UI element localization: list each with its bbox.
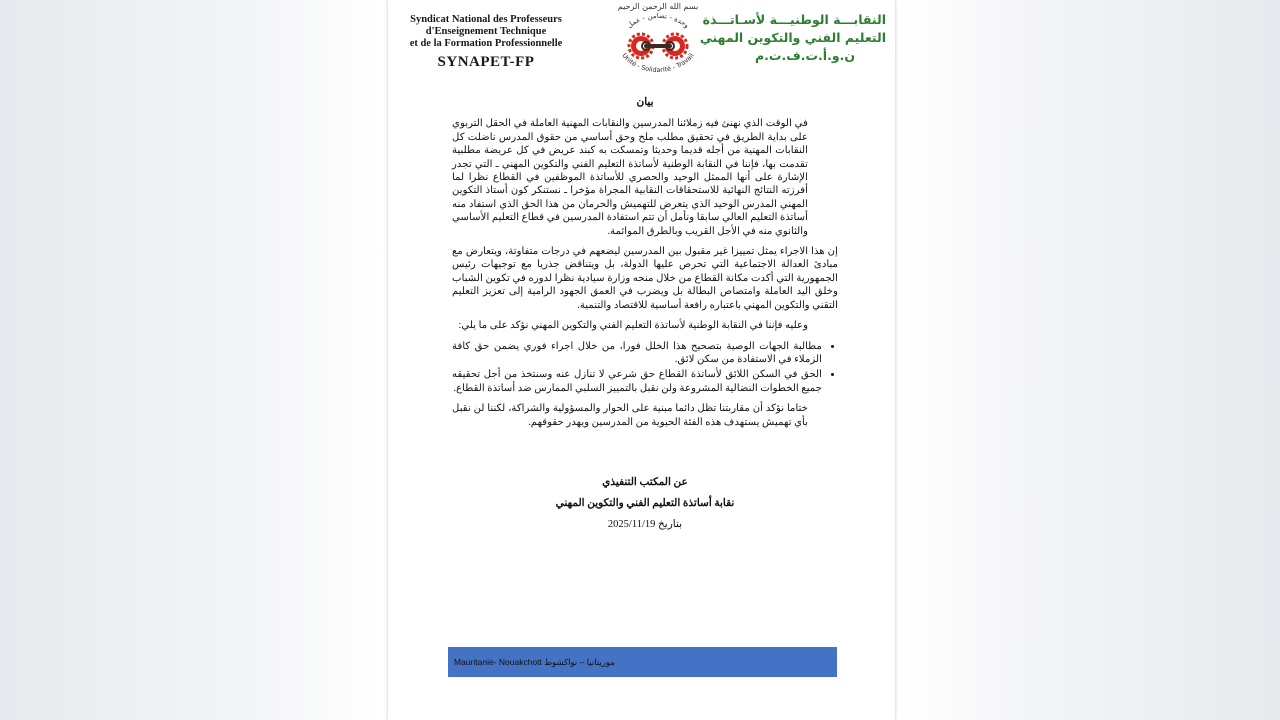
header-arabic bbox=[699, 11, 886, 65]
signature-union: نقابة أساتذة التعليم الفني والتكوين المهني bbox=[555, 498, 735, 509]
statement-title: بيان bbox=[636, 97, 654, 108]
header-fr-line-3: et de la Formation Professionnelle bbox=[409, 38, 563, 49]
statement-paragraph-2: إن هذا الاجراء يمثل تمييزا غير مقبول بين المدرسين ليضعهم في درجات متفاوتة، ويتعارض مع مبادئ العدالة الاجتماعية التي تحرص عليها الدولة، بل ويتناقض جذريا مع توجيهات رئيس الجمهورية التي أكدت مكانة القطاع من خلال منحه وزارة سيادية نظرا لدوره في تكوين الشباب وخلق اليد العاملة وامتصاص البطالة بل ويضرب في العمق الجهود الرامية إلى تعزيز التعليم التقني والتكوين المهني باعتباره رافعة أساسية للاقتصاد والتنمية. bbox=[452, 246, 838, 311]
header-fr-line-2: d'Enseignement Technique bbox=[425, 26, 547, 37]
logo-arc-top-text: وحدة - تضامن - عمل bbox=[625, 12, 691, 30]
logo-arc-bottom-text: Unité - Solidarité - Travail bbox=[620, 51, 696, 75]
statement-body bbox=[452, 96, 838, 436]
demand-item-2: • الحق في السكن اللائق لأساتذة القطاع حق شرعي لا تنازل عنه وسنتخذ من أجل تحقيقه جميع الخطوات النضالية المشروعة ولن نقبل بالتمييز السلبي الممارس ضد أساتذة القطاع. bbox=[452, 368, 822, 395]
header-ar-line-2: التعليم الفني والتكوين المهني bbox=[699, 30, 886, 45]
statement-paragraph-4: ختاما نؤكد أن مقاربتنا تظل دائما مبنية على الحوار والمسؤولية والشراكة، لكننا لن نقبل بأي تهميش يستهدف هذه الفئة الحيوية من المدرسين ويهدر حقوقهم. bbox=[452, 403, 808, 428]
statement-paragraph-1: في الوقت الذي نهنئ فيه زملائنا المدرسين والنقابات المهنية العاملة في الحقل التربوي على بداية الطريق في تحقيق مطلب ملح وحق أساسي من حقوق المدرس ناضلت كل النقابات المهنية من أجله قديما وحديثا وتمسكت به كبند عريض في كل عريضة مطلبية تقدمت بها، فإننا في النقابة الوطنية لأساتذة التعليم الفني والتكوين المهني ـ التي تجدر الإشارة على أنها الممثل الوحيد والحصري للأساتذة الموظفين في القطاع نظرا لما أفرزته النتائج النهائية للاستحقاقات النقابية المجراة مؤخرا ـ نستنكر كون أستاذ التكوين المهني المدرس الوحيد الذي يتعرض للتهميش والحرمان من هذا الحق الذي استفاد منه أساتذة التعليم العالي سابقا ونأمل أن تتم استفادة المدرسين في قطاع التعليم الأساسي والثانوي منه في الأجل القريب وبالطرق الموائمة. bbox=[452, 118, 808, 237]
header-ar-line-1: النقابـــة الوطنيـــة لأسـاتـــذة bbox=[702, 12, 886, 27]
header-french bbox=[392, 14, 580, 71]
footer-bar bbox=[448, 647, 837, 677]
footer-location: Mauritanie- Nouakchott موريتانيا – نواكشوط bbox=[454, 656, 615, 667]
bismillah: بسم الله الرحمن الرحيم bbox=[617, 2, 699, 11]
demand-item-1: • مطالبة الجهات الوصية بتصحيح هذا الخلل فورا، من خلال اجراء فوري يضمن حق كافة الزملاء في الاستفادة من سكن لائق. bbox=[452, 340, 822, 367]
demands-list bbox=[452, 340, 838, 396]
union-logo bbox=[608, 12, 708, 76]
signature-date: بتاريخ 2025/11/19 bbox=[607, 519, 683, 530]
signature-office: عن المكتب التنفيذي bbox=[602, 477, 688, 488]
statement-paragraph-3: وعليه فإننا في النقابة الوطنية لأساتذة التعليم الفني والتكوين المهني نؤكد على ما يلي: bbox=[458, 320, 808, 332]
header-ar-abbreviation: ن.و.أ.ت.ف.ت.م bbox=[754, 48, 856, 63]
header-fr-line-1: Syndicat National des Professeurs bbox=[410, 14, 562, 25]
document-page bbox=[388, 0, 895, 720]
header-fr-abbreviation: SYNAPET-FP bbox=[437, 54, 535, 70]
